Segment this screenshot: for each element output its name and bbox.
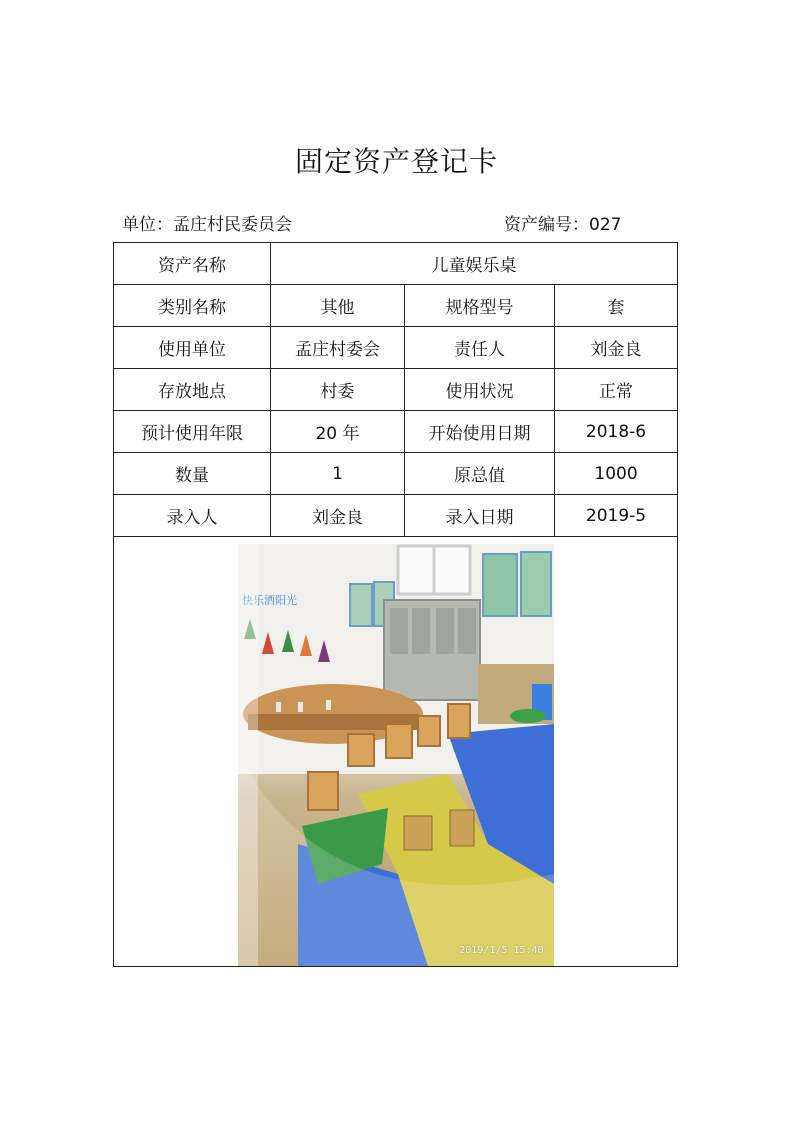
unit-label: 单位：	[122, 215, 173, 235]
entry-date-value: 2019-5	[555, 495, 678, 537]
start-date-value: 2018-6	[555, 411, 678, 453]
wall-slogan: 快乐洒阳光	[241, 594, 297, 607]
status-value: 正常	[555, 369, 678, 411]
asset-number-label: 资产编号：	[504, 215, 589, 235]
unit-field	[122, 210, 292, 235]
spec-label: 规格型号	[405, 285, 555, 327]
table-row	[114, 495, 678, 537]
entry-date-label: 录入日期	[405, 495, 555, 537]
asset-register-table	[113, 242, 678, 967]
category-value: 其他	[271, 285, 405, 327]
table-row	[114, 453, 678, 495]
playroom-illustration	[238, 544, 554, 966]
asset-name-value: 儿童娱乐桌	[271, 243, 678, 285]
category-label: 类别名称	[114, 285, 271, 327]
life-value: 20 年	[271, 411, 405, 453]
photo-timestamp: 2019/1/5 15:40	[459, 945, 544, 956]
dept-value: 孟庄村委会	[271, 327, 405, 369]
quantity-value: 1	[271, 453, 405, 495]
unit-value: 孟庄村民委员会	[173, 215, 292, 235]
entered-by-value: 刘金良	[271, 495, 405, 537]
card-title: 固定资产登记卡	[294, 145, 498, 178]
status-label: 使用状况	[405, 369, 555, 411]
spec-value: 套	[555, 285, 678, 327]
entered-by-label: 录入人	[114, 495, 271, 537]
photo-cell	[114, 537, 678, 967]
table-row	[114, 411, 678, 453]
location-label: 存放地点	[114, 369, 271, 411]
asset-number-field	[504, 210, 621, 235]
table-row	[114, 369, 678, 411]
owner-label: 责任人	[405, 327, 555, 369]
start-date-label: 开始使用日期	[405, 411, 555, 453]
table-row	[114, 285, 678, 327]
original-value-label: 原总值	[405, 453, 555, 495]
table-row	[114, 537, 678, 967]
owner-value: 刘金良	[555, 327, 678, 369]
original-value-value: 1000	[555, 453, 678, 495]
table-row	[114, 243, 678, 285]
location-value: 村委	[271, 369, 405, 411]
asset-photo	[238, 544, 554, 966]
life-label: 预计使用年限	[114, 411, 271, 453]
quantity-label: 数量	[114, 453, 271, 495]
table-row	[114, 327, 678, 369]
asset-name-label: 资产名称	[114, 243, 271, 285]
dept-label: 使用单位	[114, 327, 271, 369]
asset-number-value: 027	[589, 215, 622, 235]
